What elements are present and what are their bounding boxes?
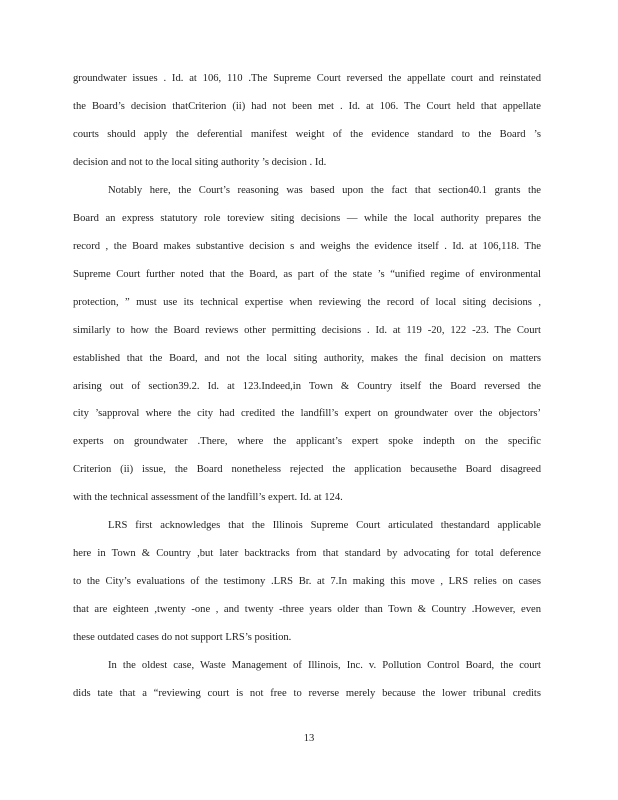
text-line: experts on groundwater .There, where the applicant’s expert spoke indepth on the specific xyxy=(73,436,541,447)
text-line: protection, ” must use its technical expertise when reviewing the record of local siting decisions , xyxy=(73,297,541,308)
text-line: arising out of section39.2. Id. at 123.Indeed,in Town & Country itself the Board reversed the xyxy=(73,381,541,392)
text-line: decision and not to the local siting authority ’s decision . Id. xyxy=(73,157,327,168)
text-line: Supreme Court further noted that the Board, as part of the state ’s “unified regime of environmental xyxy=(73,269,541,280)
text-line: courts should apply the deferential manifest weight of the evidence standard to the Board ’s xyxy=(73,129,541,140)
text-line: groundwater issues . Id. at 106, 110 .The Supreme Court reversed the appellate court and reinstated xyxy=(73,73,541,84)
text-line: record , the Board makes substantive decision s and weighs the evidence itself . Id. at 106,118. The xyxy=(73,241,541,252)
text-line: LRS first acknowledges that the Illinois Supreme Court articulated thestandard applicable xyxy=(108,520,541,531)
text-line: here in Town & Country ,but later backtracks from that standard by advocating for total deference xyxy=(73,548,541,559)
text-line: that are eighteen ,twenty -one , and twenty -three years older than Town & Country .However, even xyxy=(73,604,541,615)
text-line: In the oldest case, Waste Management of Illinois, Inc. v. Pollution Control Board, the court xyxy=(108,660,541,671)
text-line: city ’sapproval where the city had credited the landfill’s expert on groundwater over the objectors’ xyxy=(73,408,541,419)
text-line: the Board’s decision thatCriterion (ii) had not been met . Id. at 106. The Court held that appellate xyxy=(73,101,541,112)
text-line: similarly to how the Board reviews other permitting decisions . Id. at 119 -20, 122 -23. The Court xyxy=(73,325,541,336)
text-line: dids tate that a “reviewing court is not free to reverse merely because the lower tribunal credits xyxy=(73,688,541,699)
text-line: Board an express statutory role toreview siting decisions — while the local authority prepares the xyxy=(73,213,541,224)
text-line: these outdated cases do not support LRS’s position. xyxy=(73,632,292,643)
text-line: Criterion (ii) issue, the Board nonetheless rejected the application becausethe Board disagreed xyxy=(73,464,541,475)
text-line: with the technical assessment of the landfill’s expert. Id. at 124. xyxy=(73,492,343,503)
text-line: to the City’s evaluations of the testimony .LRS Br. at 7.In making this move , LRS relies on cases xyxy=(73,576,541,587)
page-number: 13 xyxy=(303,733,315,744)
text-line: established that the Board, and not the local siting authority, makes the final decision on matters xyxy=(73,353,541,364)
text-line: Notably here, the Court’s reasoning was based upon the fact that section40.1 grants the xyxy=(108,185,541,196)
